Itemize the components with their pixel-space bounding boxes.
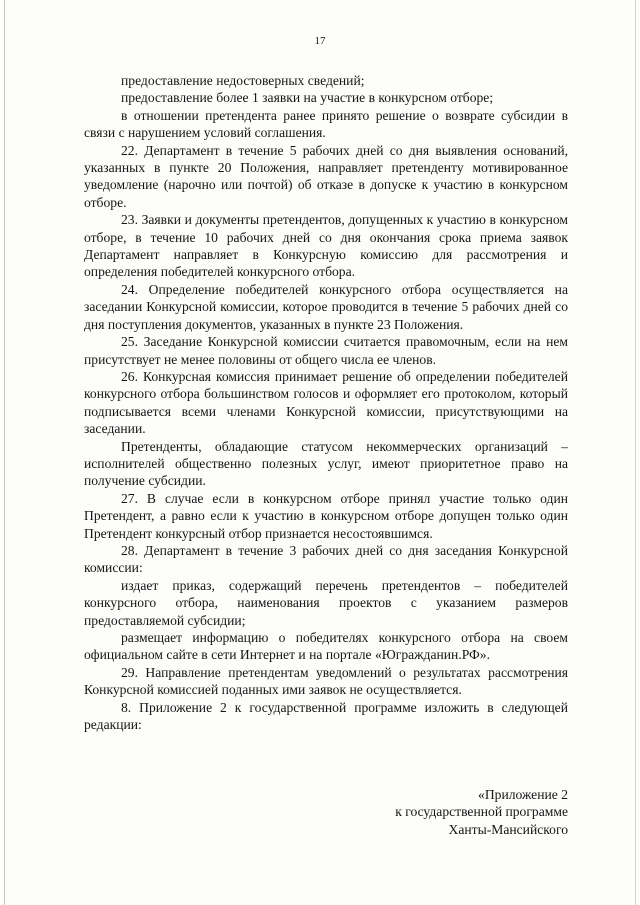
appendix-line-1: «Приложение 2 [478, 787, 568, 802]
appendix-line-3: Ханты-Мансийского [448, 821, 568, 837]
paragraph-item-25: 25. Заседание Конкурсной комиссии считается правомочным, если на нем присутствует не менее половины от общего числа ее членов. [84, 334, 568, 367]
paragraph-item-22: 22. Департамент в течение 5 рабочих дней со дня выявления оснований, указанных в пункте 20 Положения, направляет претенденту мотивированное уведомление (нарочно или почтой) об отказе в допуске к участию в конкурсном отборе. [84, 142, 568, 210]
paragraph-item-28: 28. Департамент в течение 3 рабочих дней со дня заседания Конкурсной комиссии: [84, 542, 568, 576]
scan-edge-right [635, 0, 636, 905]
page-number: 17 [314, 35, 326, 47]
paragraph-order: издает приказ, содержащий перечень претендентов – победителей конкурсного отбора, наименования проектов с указанием размеров предоставляемой субсидии; [84, 577, 568, 628]
paragraph-item-23: 23. Заявки и документы претендентов, допущенных к участию в конкурсном отборе, в течение 10 рабочих дней со дня окончания срока приема заявок Департамент направляет в Конкурсную комиссию для рассмотрения и определения победителей конкурсного отбора. [84, 212, 568, 280]
appendix-header [300, 786, 568, 838]
paragraph-1: предоставление недостоверных сведений; [121, 73, 365, 88]
paragraph-3: в отношении претендента ранее принято решение о возврате субсидии в связи с нарушением условий соглашения. [84, 107, 568, 141]
paragraph-item-29: 29. Направление претендентам уведомлений о результатах рассмотрения Конкурсной комиссией поданных ими заявок не осуществляется. [84, 664, 568, 698]
paragraph-priority: Претенденты, обладающие статусом некоммерческих организаций – исполнителей общественно полезных услуг, имеют приоритетное право на получение субсидии. [84, 438, 568, 489]
paragraph-item-24: 24. Определение победителей конкурсного отбора осуществляется на заседании Конкурсной комиссии, которое проводится в течение 5 рабочих дней со дня поступления документов, указанных в пункте 23 Положения. [84, 281, 568, 332]
scan-edge-left [4, 0, 5, 905]
paragraph-2: предоставление более 1 заявки на участие в конкурсном отборе; [121, 90, 494, 106]
paragraph-item-27: 27. В случае если в конкурсном отборе принял участие только один Претендент, а равно если к участию в конкурсном отборе допущен только один Претендент конкурсный отбор признается несостоявшимся. [84, 490, 568, 541]
paragraph-item-26: 26. Конкурсная комиссия принимает решение об определении победителей конкурсного отбора большинством голосов и оформляет его протоколом, который подписывается всеми членами Конкурсной комиссии, присутствующими на заседании. [84, 368, 568, 437]
body-text [84, 72, 568, 733]
paragraph-publish: размещает информацию о победителях конкурсного отбора на своем официальном сайте в сети Интернет и на портале «Югражданин.РФ». [84, 630, 568, 663]
appendix-line-2: к государственной программе [395, 804, 568, 820]
paragraph-item-8: 8. Приложение 2 к государственной программе изложить в следующей редакции: [84, 699, 568, 733]
